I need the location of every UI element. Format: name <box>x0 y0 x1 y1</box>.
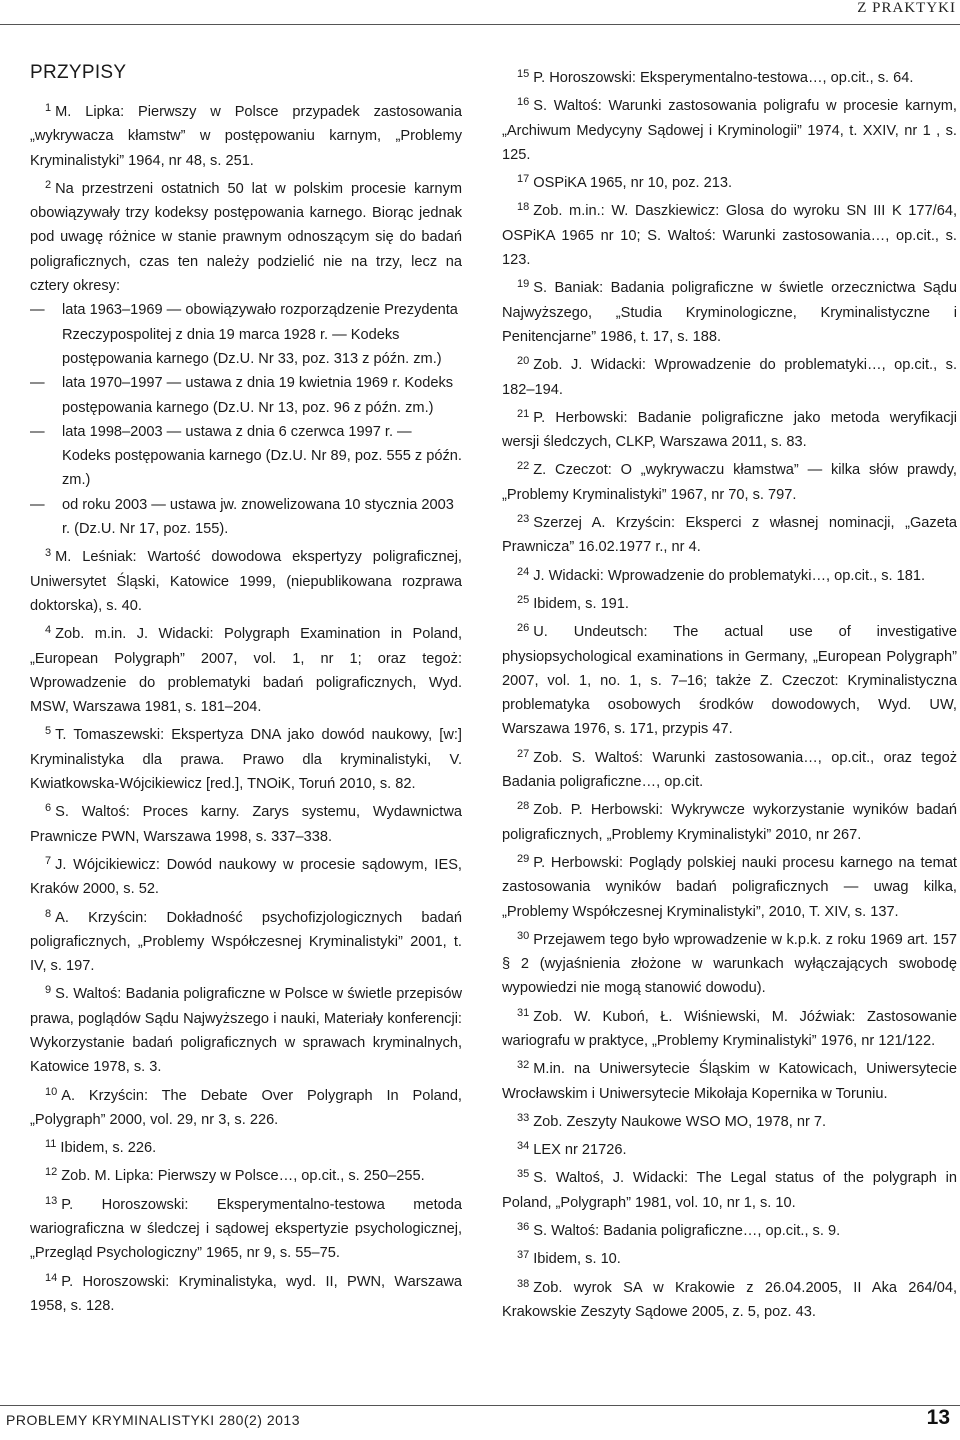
footnote-4 <box>30 618 462 719</box>
footnote-6 <box>30 796 462 849</box>
footnote-number: 21 <box>517 407 530 420</box>
footnote-text: Zob. S. Waltoś: Warunki zastosowania…, op.cit., oraz tegoż Badania poligraficzne…, op.cit. <box>502 749 957 791</box>
footnote-number: 12 <box>45 1166 58 1179</box>
footnote-number: 22 <box>517 460 530 473</box>
footnote-number: 1 <box>45 102 52 114</box>
footnote-number: 27 <box>517 747 530 760</box>
footnote-10 <box>30 1080 462 1133</box>
section-label: Z PRAKTYKI <box>857 0 956 16</box>
footnote-text: Z. Czeczot: O „wykrywaczu kłamstwa” — kilka słów prawdy, „Problemy Kryminalistyki” 1967, nr 70, s. 797. <box>502 462 957 503</box>
footnote-text: Zob. M. Lipka: Pierwszy w Polsce…, op.cit., s. 250–255. <box>61 1168 425 1185</box>
footnote-number: 20 <box>517 355 530 368</box>
footnote-text: U. Undeutsch: The actual use of investigative physiopsychological examinations in Germany, „European Polygraph” 2007, vol. 1, no. 1, s. 7–16; także Z. Czeczot: Kryminalistyczna problematyka osobowych środków dowodowych, Wyd. UW, Warszawa 1976, s. 171, przypis 47. <box>502 624 957 738</box>
footnote-22 <box>502 454 957 507</box>
footnote-number: 31 <box>517 1006 530 1019</box>
header-rule <box>0 24 960 25</box>
footnote-24 <box>502 560 957 588</box>
footnote-33 <box>502 1106 957 1134</box>
footnote-number: 26 <box>517 622 530 635</box>
footnote-text: Zob. Zeszyty Naukowe WSO MO, 1978, nr 7. <box>533 1113 827 1130</box>
footnote-number: 18 <box>517 201 530 214</box>
footnote-3 <box>30 541 462 618</box>
footnote-number: 19 <box>517 278 530 291</box>
footnote-number: 32 <box>517 1059 530 1072</box>
footnote-28 <box>502 794 957 847</box>
footnote-text: A. Krzyścin: Dokładność psychofizjologicznych badań poligraficznych, „Problemy Współczesnej Kryminalistyki” 2001, t. IV, s. 197. <box>30 909 462 975</box>
footnote-text: J. Widacki: Wprowadzenie do problematyki…, op.cit., s. 181. <box>533 567 926 584</box>
footnote-text: S. Waltoś: Proces karny. Zarys systemu, Wydawnictwa Prawnicze PWN, Warszawa 1998, s. 337–338. <box>30 804 462 845</box>
footnote-number: 33 <box>517 1111 530 1124</box>
footnote-text: LEX nr 21726. <box>533 1142 627 1159</box>
period-item: — lata 1963–1969 — obowiązywało rozporządzenie Prezydenta Rzeczypospolitej z dnia 19 marca 1928 r. — Kodeks postępowania karnego (Dz.U. Nr 33, poz. 313 z późn. zm.) <box>30 298 462 371</box>
period-item: — lata 1998–2003 — ustawa z dnia 6 czerwca 1997 r. — Kodeks postępowania karnego (Dz.U. Nr 89, poz. 555 z późn. zm.) <box>30 420 462 493</box>
footnote-number: 24 <box>517 565 530 578</box>
footnote-9 <box>30 978 462 1079</box>
period-item: — od roku 2003 — ustawa jw. znowelizowana 10 stycznia 2003 r. (Dz.U. Nr 17, poz. 155). <box>30 493 462 542</box>
footnote-text: S. Baniak: Badania poligraficzne w świetle orzecznictwa Sądu Najwyższego, „Studia Kryminologiczne, Kryminalistyczne i Penitencjarne” 1986, t. 17, s. 188. <box>502 280 957 345</box>
footnote-list-left-b <box>30 541 462 1318</box>
footnote-19 <box>502 272 957 349</box>
footer-rule <box>0 1405 960 1406</box>
footnote-text: Na przestrzeni ostatnich 50 lat w polskim procesie karnym obowiązywały trzy kodeksy postępowania karnego. Biorąc jednak pod uwagę różnice w stanie prawnym odnoszącym się do badań poligraficznych, czas ten należy podzielić nie na trzy, lecz na cztery okresy: <box>30 180 462 295</box>
footnote-18 <box>502 195 957 272</box>
footnote-text: S. Waltoś: Badania poligraficzne w Polsce w świetle przepisów prawa, poglądów Sądu Najwyższego i nauki, Materiały konferencji: Wykorzystanie badań poligraficznych w sprawach kryminalnych, Katowice 1978, s. 3. <box>30 986 462 1076</box>
footnote-list-left-a <box>30 96 462 173</box>
footnote-number: 29 <box>517 852 530 865</box>
footnote-16 <box>502 90 957 167</box>
period-list <box>30 298 462 541</box>
footnote-8 <box>30 902 462 979</box>
footnote-2 <box>30 173 462 298</box>
footnote-text: Przejawem tego było wprowadzenie w k.p.k. z roku 1969 art. 157 § 2 (wyjaśnienia złożone w warunkach wyłączających swobodę wypowiedzi nie mogą stanowić dowodu). <box>502 931 957 997</box>
page-number: 13 <box>926 1406 950 1429</box>
footnote-21 <box>502 402 957 455</box>
footnote-number: 13 <box>45 1194 58 1207</box>
footnote-number: 8 <box>45 907 52 920</box>
footnote-13 <box>30 1189 462 1266</box>
footnote-text: M. Lipka: Pierwszy w Polsce przypadek zastosowania „wykrywacza kłamstw” w postępowaniu karnym, „Problemy Kryminalistyki” 1964, nr 48, s. 251. <box>30 104 462 169</box>
footnote-text: Ibidem, s. 191. <box>533 595 629 612</box>
footnote-text: Zob. W. Kuboń, Ł. Wiśniewski, M. Jóźwiak: Zastosowanie wariografu w praktyce, „Problemy Kryminalistyki” 1976, nr 121/122. <box>502 1008 957 1049</box>
footnote-text: Zob. J. Widacki: Wprowadzenie do problematyki…, op.cit., s. 182–194. <box>502 357 957 398</box>
footnote-5 <box>30 719 462 796</box>
footnote-31 <box>502 1001 957 1054</box>
footnote-number: 38 <box>517 1277 530 1290</box>
footnote-text: Zob. P. Herbowski: Wykrywcze wykorzystanie wyników badań poligraficznych, „Problemy Kryminalistyki” 2010, nr 267. <box>502 802 957 843</box>
footnote-20 <box>502 349 957 402</box>
footnotes-heading: PRZYPISY <box>30 62 127 83</box>
footnote-37 <box>502 1243 957 1271</box>
footnote-text: P. Herbowski: Badanie poligraficzne jako metoda weryfikacji wersji śledczych, CLKP, Warszawa 2011, s. 83. <box>502 409 957 451</box>
footnote-text: S. Waltoś: Badania poligraficzne…, op.cit., s. 9. <box>533 1223 841 1240</box>
footnote-35 <box>502 1162 957 1215</box>
footnote-text: T. Tomaszewski: Ekspertyza DNA jako dowód naukowy, [w:] Kryminalistyka dla prawa. Prawo dla kryminalistyki, V. Kwiatkowska-Wójcikiewicz [red.], TNOiK, Toruń 2010, s. 82. <box>30 727 462 793</box>
footnote-text: J. Wójcikiewicz: Dowód naukowy w procesie sądowym, IES, Kraków 2000, s. 52. <box>30 856 462 898</box>
footnote-number: 3 <box>45 547 52 560</box>
footnote-number: 36 <box>517 1221 530 1234</box>
footnote-number: 6 <box>45 802 52 815</box>
footnote-text: Ibidem, s. 226. <box>60 1140 157 1157</box>
journal-name: PROBLEMY KRYMINALISTYKI 280(2) 2013 <box>6 1412 300 1428</box>
footnote-text: Zob. m.in.: W. Daszkiewicz: Glosa do wyroku SN III K 177/64, OSPiKA 1965 nr 10; S. Waltoś: Warunki zastosowania…, op.cit., s. 123. <box>502 203 957 269</box>
footnote-text: P. Horoszowski: Kryminalistyka, wyd. II, PWN, Warszawa 1958, s. 128. <box>30 1273 462 1314</box>
footnote-34 <box>502 1134 957 1162</box>
footnote-number: 35 <box>517 1168 530 1181</box>
right-column <box>502 62 957 1324</box>
footnote-27 <box>502 742 957 795</box>
footnote-text: S. Waltoś: Warunki zastosowania poligrafu w procesie karnym, „Archiwum Medycyny Sądowej i Kryminologii” 1974, t. XXIV, nr 1 , s. 125. <box>502 98 957 163</box>
footnote-number: 5 <box>45 725 52 738</box>
footnote-11 <box>30 1132 462 1160</box>
footnote-12 <box>30 1160 462 1188</box>
footnote-15 <box>502 62 957 90</box>
footnote-text: M.in. na Uniwersytecie Śląskim w Katowicach, Uniwersytecie Wrocławskim i Uniwersytecie Mikołaja Kopernika w Toruniu. <box>502 1061 957 1102</box>
footnote-text: Szerzej A. Krzyścin: Eksperci z własnej nominacji, „Gazeta Prawnicza” 16.02.1977 r., nr 4. <box>502 515 957 556</box>
footnote-29 <box>502 847 957 924</box>
footnote-30 <box>502 924 957 1001</box>
footnote-14 <box>30 1266 462 1319</box>
footnote-text: S. Waltoś, J. Widacki: The Legal status of the polygraph in Poland, „Polygraph” 1981, vol. 10, nr 1, s. 10. <box>502 1170 957 1211</box>
footnote-number: 14 <box>45 1271 58 1284</box>
footnote-text: OSPiKA 1965, nr 10, poz. 213. <box>533 175 733 192</box>
footnote-text: A. Krzyścin: The Debate Over Polygraph In Poland, „Polygraph” 2000, vol. 29, nr 3, s. 226. <box>30 1087 462 1128</box>
footnote-number: 23 <box>517 513 530 526</box>
footnote-36 <box>502 1215 957 1243</box>
footnote-number: 17 <box>517 173 530 186</box>
footnote-list-right <box>502 62 957 1324</box>
footnote-text: Ibidem, s. 10. <box>533 1251 621 1268</box>
footnote-1 <box>30 96 462 173</box>
period-item: — lata 1970–1997 — ustawa z dnia 19 kwietnia 1969 r. Kodeks postępowania karnego (Dz.U. Nr 13, poz. 96 z późn. zm.) <box>30 371 462 420</box>
footnote-number: 7 <box>45 854 52 867</box>
footnote-number: 11 <box>45 1138 57 1151</box>
footnote-text: Zob. wyrok SA w Krakowie z 26.04.2005, II Aka 264/04, Krakowskie Zeszyty Sądowe 2005, z. 5, poz. 43. <box>502 1279 957 1320</box>
footnote-number: 37 <box>517 1249 530 1262</box>
footnote-text: P. Horoszowski: Eksperymentalno-testowa…, op.cit., s. 64. <box>533 70 914 86</box>
footnote-text: P. Herbowski: Poglądy polskiej nauki procesu karnego na temat zastosowania wyników badań poligraficznych — uwag kilka, „Problemy Współczesnej Kryminalistyki”, 2010, T. XIV, s. 137. <box>502 854 957 920</box>
footnote-number: 30 <box>517 929 530 942</box>
footnote-number: 34 <box>517 1140 530 1153</box>
footnote-text: Zob. m.in. J. Widacki: Polygraph Examination in Poland, „European Polygraph” 2007, vol. 1, nr 1; oraz tegoż: Wprowadzenie do problematyki badań poligraficznych, Wyd. MSW, Warszawa 1981, s. 181–204. <box>30 626 462 716</box>
footnote-number: 10 <box>45 1085 58 1098</box>
footnote-23 <box>502 507 957 560</box>
footnote-38 <box>502 1272 957 1325</box>
footnote-26 <box>502 616 957 741</box>
left-column <box>30 60 462 1318</box>
footnote-number: 9 <box>45 984 52 997</box>
footnote-number: 2 <box>45 178 52 191</box>
footnote-number: 25 <box>517 593 530 606</box>
footnote-text: M. Leśniak: Wartość dowodowa ekspertyzy poligraficznej, Uniwersytet Śląski, Katowice 1999, (niepublikowana rozprawa doktorska), s. 40. <box>30 549 462 614</box>
footnote-number: 16 <box>517 96 530 109</box>
footnote-25 <box>502 588 957 616</box>
footnote-text: P. Horoszowski: Eksperymentalno-testowa metoda wariograficzna w śledczej i sądowej ekspertyzie psychologicznej, „Przegląd Psychologiczny” 1965, nr 9, s. 55–75. <box>30 1196 462 1262</box>
footnote-17 <box>502 167 957 195</box>
footnote-32 <box>502 1053 957 1106</box>
footnote-number: 15 <box>517 68 530 80</box>
footnote-number: 28 <box>517 800 530 813</box>
footnote-7 <box>30 849 462 902</box>
footnote-number: 4 <box>45 624 52 637</box>
